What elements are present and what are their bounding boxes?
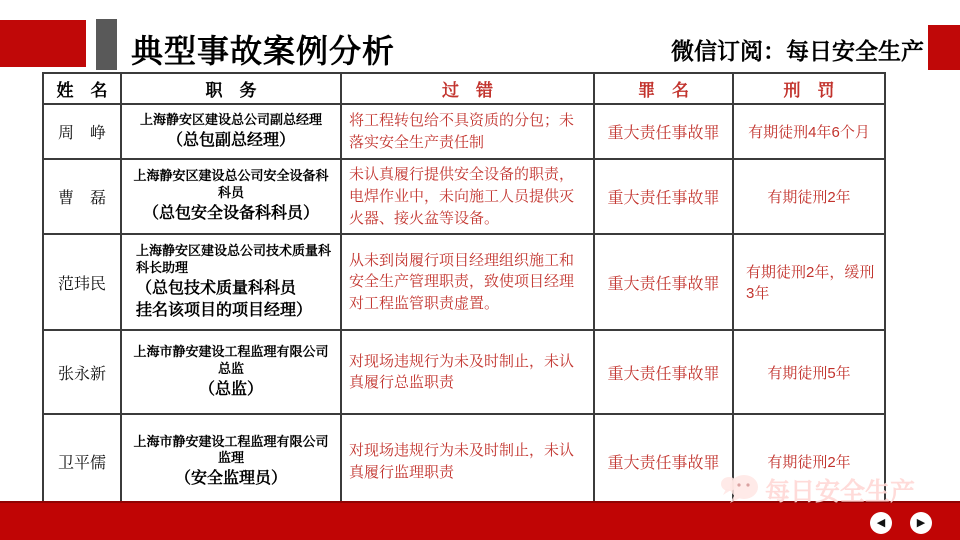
name-cell: 张永新: [43, 330, 121, 414]
watermark-text: 每日安全生产: [765, 478, 916, 506]
position-role: （总包安全设备科科员）: [142, 205, 319, 223]
position-org: 上海市静安建设工程监理有限公司总监: [133, 344, 329, 376]
corner-red-square: [928, 25, 960, 70]
col-header-name: 姓 名: [43, 73, 121, 104]
accident-case-table: [42, 72, 886, 510]
arrow-left-icon: ◀: [876, 516, 886, 529]
fault-cell: 未认真履行提供安全设备的职责，电焊作业中，未向施工人员提供灭火器、接火盆等设备。: [341, 159, 594, 234]
position-cell: [121, 414, 341, 509]
table-header-row: [43, 73, 885, 104]
table-row: [43, 330, 885, 414]
prev-button[interactable]: [870, 512, 892, 534]
table-row: [43, 234, 885, 330]
penalty-cell: 有期徒刑2年，缓刑3年: [733, 234, 885, 330]
name-cell: 范玮民: [43, 234, 121, 330]
position-org: 上海市静安建设工程监理有限公司监理: [133, 433, 329, 466]
position-cell: [121, 104, 341, 159]
title-accent-red-block: [0, 20, 86, 67]
position-org: 上海静安区建设总公司副总经理: [139, 111, 322, 127]
position-role-2: 挂名该项目的项目经理）: [136, 302, 313, 320]
col-header-penalty: 刑 罚: [733, 73, 885, 104]
arrow-right-icon: ▶: [916, 516, 926, 529]
title-accent-gray-block: [96, 19, 117, 70]
name-cell: 卫平儒: [43, 414, 121, 509]
crime-cell: 重大责任事故罪: [594, 330, 733, 414]
position-cell: [121, 234, 341, 330]
table-row: [43, 414, 885, 509]
penalty-cell: 有期徒刑5年: [733, 330, 885, 414]
position-role: （安全监理员）: [174, 470, 287, 488]
table-row: [43, 159, 885, 234]
position-role: （总包技术质量科科员: [136, 279, 297, 297]
col-header-crime: 罪 名: [594, 73, 733, 104]
crime-cell: 重大责任事故罪: [594, 234, 733, 330]
position-org: 上海静安区建设总公司安全设备科科员: [133, 168, 329, 201]
bottom-red-bar: [0, 501, 960, 540]
fault-cell: 对现场违规行为未及时制止，未认真履行监理职责: [341, 414, 594, 509]
name-cell: 曹 磊: [43, 159, 121, 234]
position-cell: [121, 159, 341, 234]
position-role: （总监）: [198, 380, 263, 398]
fault-cell: 对现场违规行为未及时制止，未认真履行总监职责: [341, 330, 594, 414]
position-role: （总包副总经理）: [166, 131, 295, 149]
position-cell: [121, 330, 341, 414]
crime-cell: 重大责任事故罪: [594, 414, 733, 509]
penalty-cell: 有期徒刑2年: [733, 414, 885, 509]
name-cell: 周 峥: [43, 104, 121, 159]
penalty-cell: 有期徒刑2年: [733, 159, 885, 234]
crime-cell: 重大责任事故罪: [594, 104, 733, 159]
col-header-position: 职 务: [121, 73, 341, 104]
crime-cell: 重大责任事故罪: [594, 159, 733, 234]
table-row: [43, 104, 885, 159]
penalty-cell: 有期徒刑4年6个月: [733, 104, 885, 159]
subscription-label: 微信订阅：每日安全生产: [671, 38, 924, 64]
position-org: 上海静安区建设总公司技术质量科科长助理: [136, 242, 332, 275]
page-title: 典型事故案例分析: [131, 33, 396, 69]
next-button[interactable]: [910, 512, 932, 534]
fault-cell: 从未到岗履行项目经理组织施工和安全生产管理职责，致使项目经理对工程监管职责虚置。: [341, 234, 594, 330]
col-header-fault: 过 错: [341, 73, 594, 104]
fault-cell: 将工程转包给不具资质的分包；未落实安全生产责任制: [341, 104, 594, 159]
